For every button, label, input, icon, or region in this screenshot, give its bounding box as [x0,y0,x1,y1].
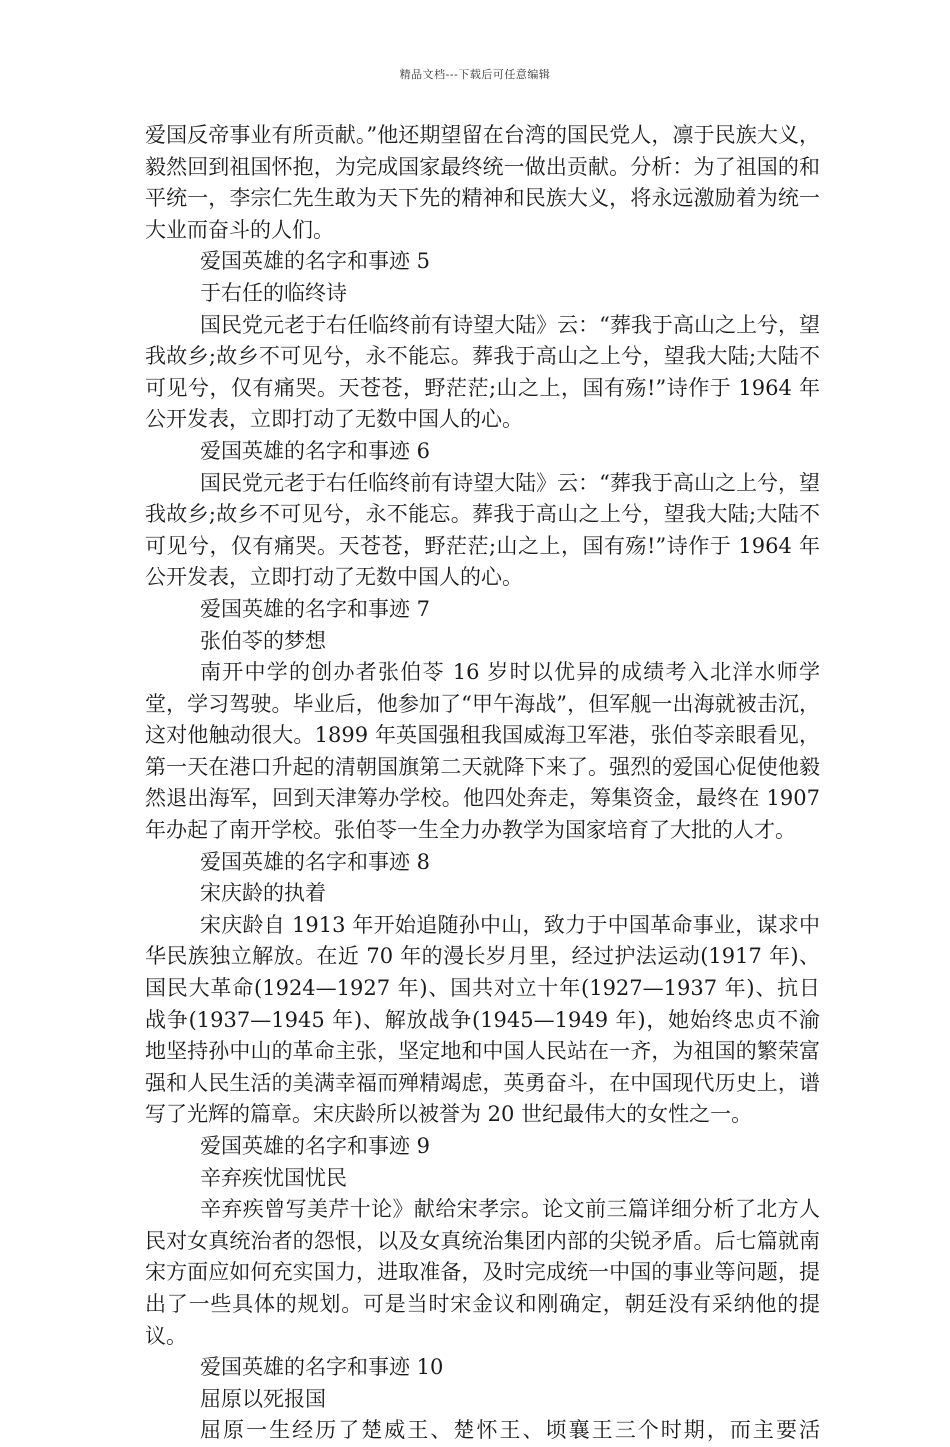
section-heading: 爱国英雄的名字和事迹 8 [200,849,431,874]
section-heading: 爱国英雄的名字和事迹 10 [200,1355,444,1380]
section-subtitle: 辛弃疾忧国忧民 [200,1165,347,1190]
paragraph: 辛弃疾曾写美芹十论》献给宋孝宗。论文前三篇详细分析了北方人民对女真统治者的怨恨，以及女真统治集团内部的尖锐矛盾。后七篇就南宋方面应如何充实国力，进取准备，及时完成统一中国的事业等问题，提出了一些具体的规划。可是当时宋金议和刚确定，朝廷没有采纳他的提议。 [145,1197,820,1348]
section-subtitle: 于右任的临终诗 [200,280,347,305]
section-subtitle: 宋庆龄的执着 [200,881,326,906]
paragraph: 国民党元老于右任临终前有诗望大陆》云：“葬我于高山之上兮，望我故乡;故乡不可见兮，永不能忘。葬我于高山之上兮，望我大陆;大陆不可见兮，仅有痛哭。天苍苍，野茫茫;山之上，国有殇!”诗作于 1964 年公开发表，立即打动了无数中国人的心。 [145,470,820,590]
paragraph: 南开中学的创办者张伯苓 16 岁时以优异的成绩考入北洋水师学堂，学习驾驶。毕业后，他参加了“甲午海战”，但军舰一出海就被击沉，这对他触动很大。1899 年英国强租我国威海卫军港，张伯苓亲眼看见，第一天在港口升起的清朝国旗第二天就降下来了。强烈的爱国心促使他毅然退出海军，回到天津筹办学校。他四处奔走，筹集资金，最终在 1907 年办起了南开学校。张伯苓一生全力办教学为国家培育了大批的人才。 [145,660,820,843]
section-subtitle: 屈原以死报国 [200,1386,326,1411]
section-heading: 爱国英雄的名字和事迹 9 [200,1134,431,1158]
page-header: 精品文档---下载后可任意编辑 [399,68,551,81]
section-heading: 爱国英雄的名字和事迹 5 [200,249,431,274]
section-heading: 爱国英雄的名字和事迹 7 [200,596,431,621]
paragraph: 国民党元老于右任临终前有诗望大陆》云：“葬我于高山之上兮，望我故乡;故乡不可见兮，永不能忘。葬我于高山之上兮，望我大陆;大陆不可见兮，仅有痛哭。天苍苍，野茫茫;山之上，国有殇!”诗作于 1964 年公开发表，立即打动了无数中国人的心。 [145,312,820,432]
section-subtitle: 张伯苓的梦想 [200,628,326,653]
section-heading: 爱国英雄的名字和事迹 6 [200,438,431,463]
document-body [145,120,820,1447]
paragraph: 宋庆龄自 1913 年开始追随孙中山，致力于中国革命事业，谋求中华民族独立解放。在近 70 年的漫长岁月里，经过护法运动(1917 年)、国民大革命(1924—1927 年)、国共对立十年(1927—1937 年)、抗日战争(1937—1945 年)、解放战争(1945—1949 年)，她始终忠贞不渝地坚持孙中山的革命主张，坚定地和中国人民站在一齐，为祖国的繁荣富强和人民生活的美满幸福而殚精竭虑，英勇奋斗，在中国现代历史上，谱写了光辉的篇章。宋庆龄所以被誉为 20 世纪最伟大的女性之一。 [145,912,820,1127]
paragraph: 屈原一生经历了楚威王、楚怀王、顷襄王三个时期，而主要活 [200,1418,820,1443]
paragraph: 爱国反帝事业有所贡献。”他还期望留在台湾的国民党人，凛于民族大义，毅然回到祖国怀抱，为完成国家最终统一做出贡献。分析：为了祖国的和平统一，李宗仁先生敢为天下先的精神和民族大义，将永远激励着为统一大业而奋斗的人们。 [145,123,820,242]
